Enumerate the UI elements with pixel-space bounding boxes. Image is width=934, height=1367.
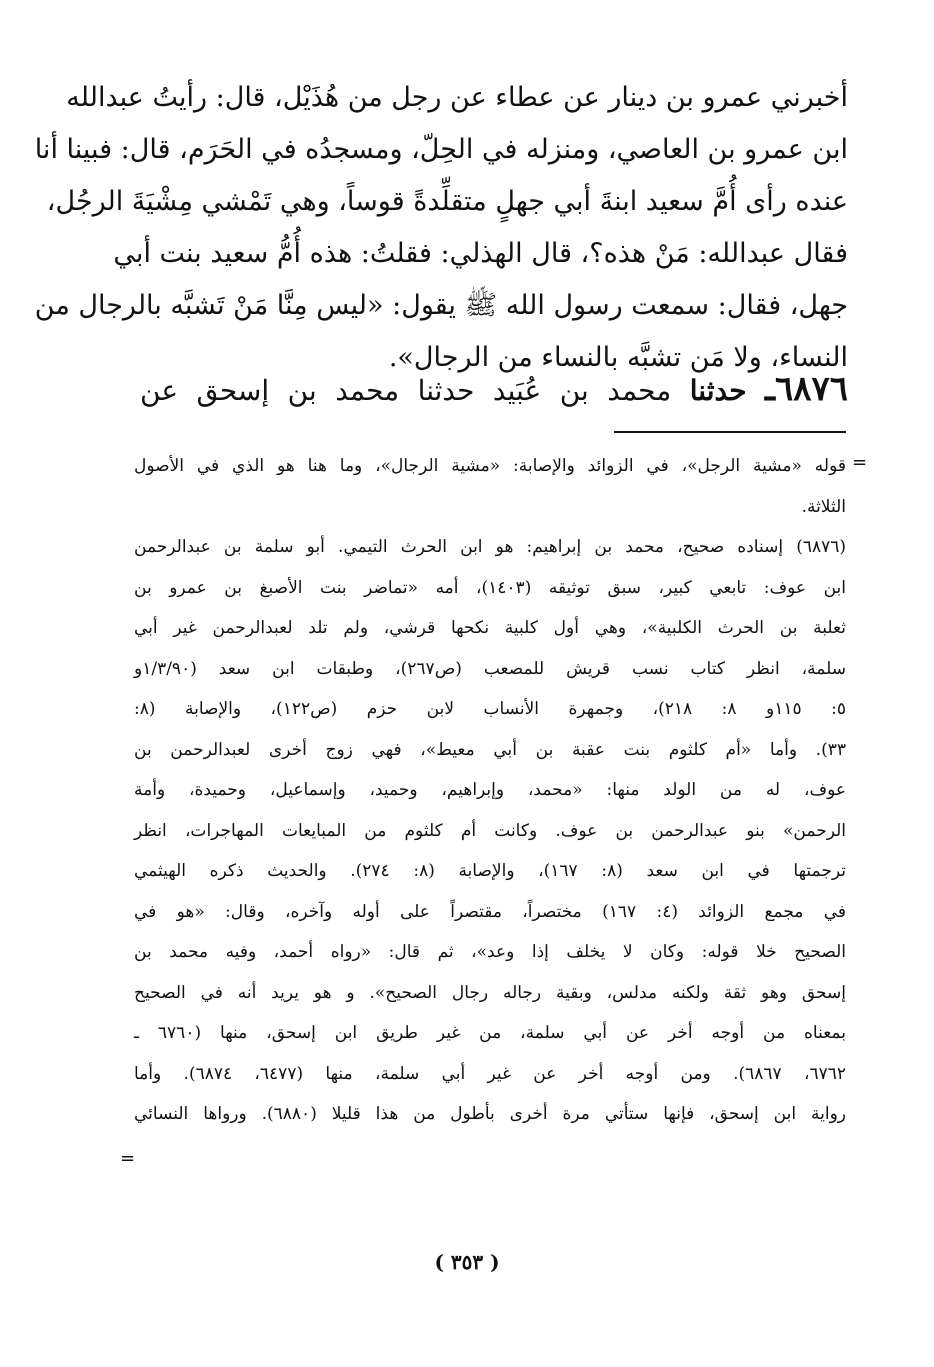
footnote-line: قوله «مشية الرجل»، في الزوائد والإصابة: «مشية الرجال»، وما هنا هو الذي في الأصول xyxy=(134,456,846,476)
footnote-line: الرحمن» بنو عبدالرحمن بن عوف. وكانت أم كلثوم من المبايعات المهاجرات، انظر xyxy=(134,820,846,841)
footnote-line: ترجمتها في ابن سعد (٨: ١٦٧)، والإصابة (٨: ٢٧٤). والحديث ذكره الهيثمي xyxy=(134,861,846,881)
main-text-line: ابن عمرو بن العاصي، ومنزله في الحِلّ، ومسجدُه في الحَرَم، قال: فبينا أنا xyxy=(34,134,848,165)
footnote-line: بمعناه من أوجه أخر عن أبي سلمة، من غير طريق ابن إسحق، منها (٦٧٦٠ ـ xyxy=(134,1023,846,1043)
footnote-line: ٦٧٦٢، ٦٨٦٧). ومن أوجه أخر عن غير أبي سلمة، منها (٦٤٧٧، ٦٨٧٤). وأما xyxy=(134,1063,846,1084)
footnote-line: ابن عوف: تابعي كبير، سبق توثيقه (١٤٠٣)، أمه «تماضر بنت الأصبغ بن عمرو بن xyxy=(134,577,846,598)
footnote-line: (٦٨٧٦) إسناده صحيح، محمد بن إبراهيم: هو ابن الحرث التيمي. أبو سلمة بن عبدالرحمن xyxy=(134,537,846,557)
footnote-line: ٣٣). وأما «أم كلثوم بنت عقبة بن أبي معيط»، فهي زوج أخرى لعبدالرحمن بن xyxy=(134,739,846,760)
footnote-line: إسحق وهو ثقة ولكنه مدلس، وبقية رجاله رجال الصحيح». و هو يريد أنه في الصحيح xyxy=(134,982,846,1003)
page-number: ( ٣٥٣ ) xyxy=(434,1250,500,1274)
footnote-line: سلمة، انظر كتاب نسب قريش للمصعب (ص٢٦٧)، وطبقات ابن سعد (١/٣/٩٠و xyxy=(134,658,846,679)
footnote-line: ثعلبة بن الحرث الكلبية»، وهي أول كلبية نكحها قرشي، ولم تلد لعبدالرحمن غير أبي xyxy=(134,618,846,638)
main-text-line: عنده رأى أُمَّ سعيد ابنةَ أبي جهلٍ متقلِّدةً قوساً، وهي تَمْشي مِشْيَةَ الرجُل، xyxy=(46,186,848,217)
footnote-line: ٥: ١١٥و ٨: ٢١٨)، وجمهرة الأنساب لابن حزم (ص١٢٢)، والإصابة (٨: xyxy=(134,699,846,719)
main-text-line: أخبرني عمرو بن دينار عن عطاء عن رجل من هُذَيْل، قال: رأيتُ عبدالله xyxy=(66,82,848,113)
hadith-heading xyxy=(140,362,848,416)
main-text-line: فقال عبدالله: مَنْ هذه؟، قال الهذلي: فقلتُ: هذه أُمُّ سعيد بنت أبي xyxy=(113,238,848,269)
footnote-line: رواية ابن إسحق، فإنها ستأتي مرة أخرى بأطول من هذا قليلا (٦٨٨٠). ورواها النسائي xyxy=(134,1104,846,1124)
hadith-number: ٦٨٧٦ـ xyxy=(765,369,849,409)
footnote-line: الصحيح خلا قوله: وكان لا يخلف إذا وعد»، ثم قال: «رواه أحمد، وفيه محمد بن xyxy=(134,942,846,962)
main-text-line: جهل، فقال: سمعت رسول الله ﷺ يقول: «ليس مِنَّا مَنْ تَشبَّه بالرجال من xyxy=(34,290,848,321)
hadith-said: حدثنا xyxy=(689,374,747,407)
footnote-line: عوف، له من الولد منها: «محمد، وإبراهيم، وحميد، وإسماعيل، وحميدة، وأمة xyxy=(134,780,846,800)
hadith-chain-text: محمد بن عُبَيد حدثنا محمد بن إسحق عن xyxy=(140,374,672,407)
footnote-separator xyxy=(614,431,846,433)
main-text xyxy=(34,72,848,384)
footnotes xyxy=(134,446,846,1135)
footnote-line: الثلاثة. xyxy=(801,496,846,517)
continuation-mark-bottom: = xyxy=(120,1148,136,1169)
continuation-mark-top: = xyxy=(852,452,868,473)
main-text-line: النساء، ولا مَن تشبَّه بالنساء من الرجال». xyxy=(388,342,848,373)
footnote-line: في مجمع الزوائد (٤: ١٦٧) مختصراً، مقتصراً على أوله وآخره، وقال: «هو في xyxy=(134,901,847,922)
